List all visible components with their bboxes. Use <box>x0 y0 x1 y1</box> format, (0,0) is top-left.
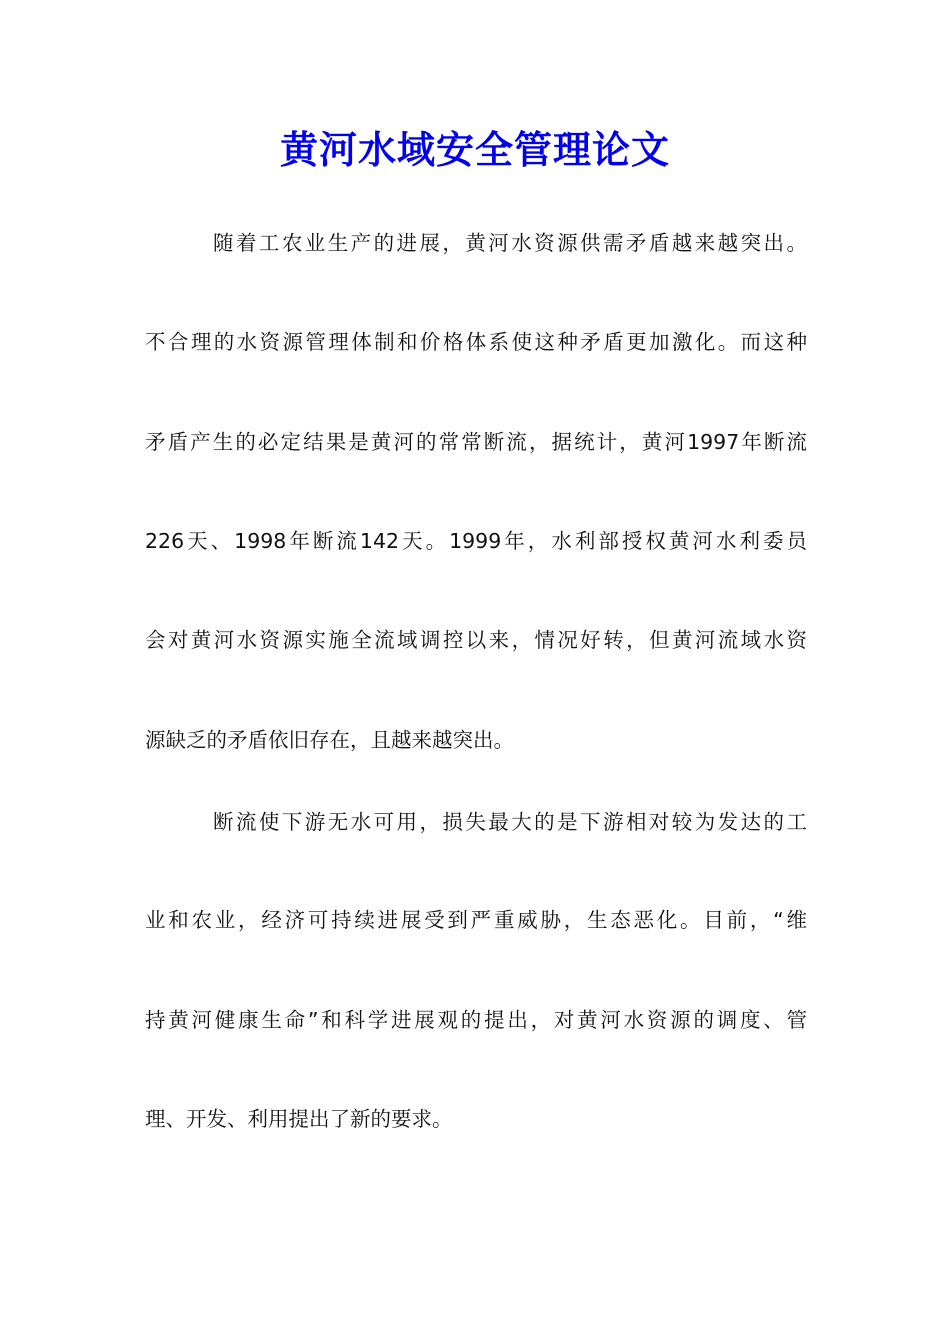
paragraph-line: 源缺乏的矛盾依旧存在，且越来越突出。 <box>145 728 514 752</box>
paragraph-line: 随着工农业生产的进展，黄河水资源供需矛盾越来越突出。 <box>213 231 807 255</box>
paragraph-line: 226天、1998年断流142天。1999年，水利部授权黄河水利委员 <box>145 529 807 553</box>
paragraph-line: 业和农业，经济可持续进展受到严重威胁，生态恶化。目前，“维 <box>145 908 807 932</box>
document-title: 黄河水域安全管理论文 <box>279 127 670 172</box>
paragraph-line: 理、开发、利用提出了新的要求。 <box>145 1107 453 1131</box>
paragraph-line: 持黄河健康生命”和科学进展观的提出，对黄河水资源的调度、管 <box>145 1008 807 1032</box>
paragraph-line: 矛盾产生的必定结果是黄河的常常断流，据统计，黄河1997年断流 <box>145 430 807 454</box>
paragraph-line: 会对黄河水资源实施全流域调控以来，情况好转，但黄河流域水资 <box>145 628 807 652</box>
paragraph-line: 断流使下游无水可用，损失最大的是下游相对较为发达的工 <box>213 810 807 834</box>
paragraph-line: 不合理的水资源管理体制和价格体系使这种矛盾更加激化。而这种 <box>145 330 807 354</box>
